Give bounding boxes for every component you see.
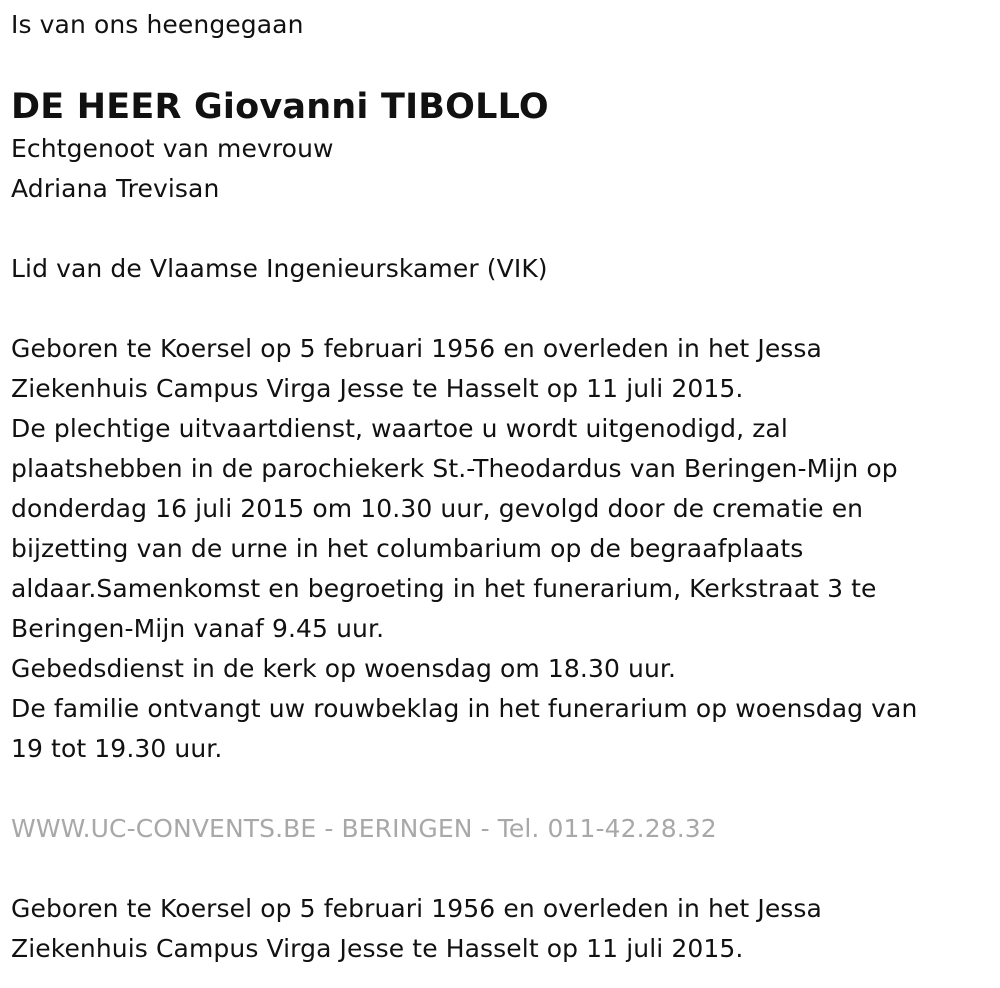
details-line: De familie ontvangt uw rouwbeklag in het funerarium op woensdag van [11, 694, 918, 723]
details-line: Ziekenhuis Campus Virga Jesse te Hasselt op 11 juli 2015. [11, 374, 744, 403]
details-line: Geboren te Koersel op 5 februari 1956 en overleden in het Jessa [11, 334, 822, 363]
details-line: plaatshebben in de parochiekerk St.-Theodardus van Beringen-Mijn op [11, 454, 898, 483]
details-line: donderdag 16 juli 2015 om 10.30 uur, gevolgd door de crematie en [11, 494, 864, 523]
repeat-line: Geboren te Koersel op 5 februari 1956 en overleden in het Jessa [11, 894, 822, 923]
obituary-notice [11, 0, 986, 969]
details-line: Beringen-Mijn vanaf 9.45 uur. [11, 614, 385, 643]
spacer [11, 769, 986, 809]
spouse-name: Adriana Trevisan [11, 174, 220, 203]
details-line: Gebedsdienst in de kerk op woensdag om 18.30 uur. [11, 654, 677, 683]
spacer [11, 289, 986, 329]
spouse-block [11, 129, 986, 209]
spacer [11, 209, 986, 249]
footer-contact: WWW.UC-CONVENTS.BE - BERINGEN - Tel. 011-42.28.32 [11, 814, 717, 843]
details-line: aldaar.Samenkomst en begroeting in het funerarium, Kerkstraat 3 te [11, 574, 877, 603]
spacer [11, 849, 986, 889]
details-line: bijzetting van de urne in het columbarium op de begraafplaats [11, 534, 804, 563]
funeral-details [11, 329, 986, 769]
details-line: 19 tot 19.30 uur. [11, 734, 223, 763]
repeated-details [11, 889, 986, 969]
details-line: De plechtige uitvaartdienst, waartoe u wordt uitgenodigd, zal [11, 414, 788, 443]
deceased-name: DE HEER Giovanni TIBOLLO [11, 87, 549, 127]
spouse-line: Echtgenoot van mevrouw [11, 134, 334, 163]
membership-text: Lid van de Vlaamse Ingenieurskamer (VIK) [11, 254, 548, 283]
intro-text: Is van ons heengegaan [11, 10, 304, 39]
repeat-line: Ziekenhuis Campus Virga Jesse te Hasselt op 11 juli 2015. [11, 934, 744, 963]
